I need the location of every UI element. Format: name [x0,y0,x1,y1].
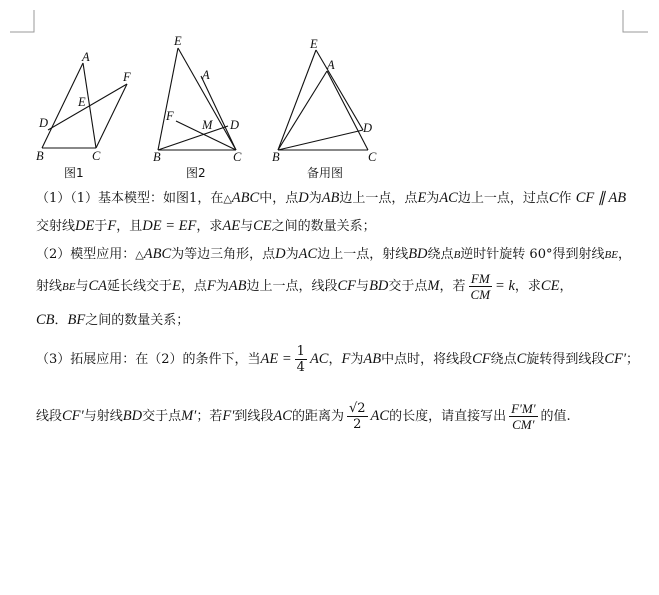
sqrt2-over-2-fraction: $\frac{√2}{2}$ [348,401,366,432]
fig3-label-e: E [310,37,318,51]
fig1-label-d: D [39,116,49,130]
fig3-label-c: C [368,150,377,164]
fig1-label-f: F [123,70,131,84]
fig3-label-d: D [363,121,373,135]
figure-2-caption: 图2 [186,166,206,180]
part-1-line-2: 交射线DE于F，且DE = EF，求AE与CE之间的数量关系； [36,218,376,234]
fig1-label-c: C [92,149,101,163]
fig3-label-b: B [272,150,280,164]
geometry-figures [0,0,659,185]
fig2-label-e: E [174,34,182,48]
part-1-line-1: （1）（1）基本模型：如图1，在△ABC中，点D为AB边上一点，点E为AC边上一点，过点C作 CF ∥ AB [36,190,627,206]
part-2-line-2: 射线BE与CA延长线交于E，点F为AB边上一点，线段CF与BD交于点M，若 $\frac{FM}{CM}$ = k，求CE， [36,271,573,302]
fig2-label-f: F [166,109,174,123]
one-quarter-fraction: $\frac{1}{4}$ [296,344,305,375]
fig1-label-e: E [78,95,86,109]
fig1-label-b: B [36,149,44,163]
fig3-label-a: A [327,58,335,72]
fig2-label-a: A [202,68,210,82]
part-2-line-1: （2）模型应用：△ABC为等边三角形，点D为AC边上一点，射线BD绕点B逆时针旋转 60°得到射线BE， [36,246,631,262]
fig2-label-b: B [153,150,161,164]
fig2-label-c: C [233,150,242,164]
figure-3-drawing [278,50,368,150]
figure-2-drawing [158,48,236,150]
part-3-line-1: （3）拓展应用：在（2）的条件下，当AE = $\frac{1}{4}$ AC，F为AB中点时，将线段CF绕点C旋转得到线段CF′； [36,344,640,375]
fig2-label-d: D [230,118,240,132]
part-3-line-2: 线段CF′与射线BD交于点M′；若F′到线段AC的距离为 $\frac{√2}{2}$ AC的长度，请直接写出 $\frac{F'M'}{CM'}$ 的值. [36,401,571,432]
fig2-label-m: M [202,118,213,132]
figure-3-caption: 备用图 [307,166,344,180]
fm-prime-over-cm-prime-fraction: $\frac{F'M'}{CM'}$ [511,401,536,432]
fig1-label-a: A [82,50,90,64]
part-2-line-3: CB．BF之间的数量关系； [36,312,190,328]
figure-1-caption: 图1 [64,166,84,180]
fm-over-cm-fraction: $\frac{FM}{CM}$ [470,271,491,302]
